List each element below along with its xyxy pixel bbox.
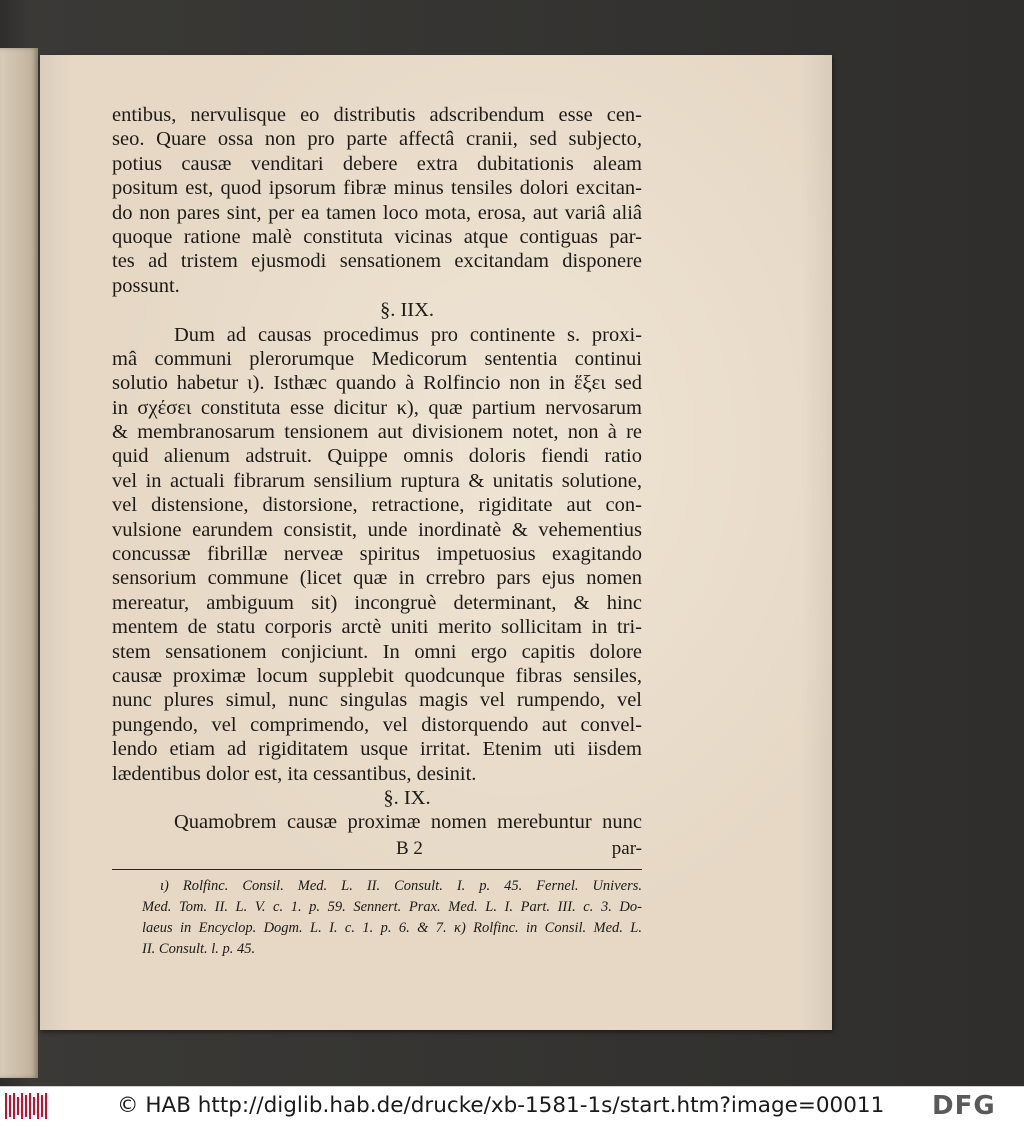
text-line: mereatur, ambiguum sit) incongruè determinant, & hinc — [112, 591, 642, 614]
text-line: solutio habetur ι). Isthæc quando à Rolfincio non in ἕξει sed — [112, 372, 642, 395]
text-line: positum est, quod ipsorum fibræ minus tensiles dolori excitan- — [112, 177, 642, 200]
text-line: mentem de statu corporis arctè uniti merito sollicitam in tri- — [112, 616, 642, 639]
previous-page-edge — [0, 48, 38, 1078]
text-line: lædentibus dolor est, ita cessantibus, desinit. — [112, 762, 477, 785]
viewer-footer — [0, 1086, 1024, 1125]
text-line: pungendo, vel comprimendo, vel distorquendo aut convel- — [112, 713, 642, 736]
text-line: quoque ratione malè constituta vicinas atque contiguas par- — [112, 225, 642, 248]
footnotes — [112, 876, 642, 960]
text-line: vel in actuali fibrarum sensilium ruptura & unitatis solutione, — [112, 469, 642, 492]
book-page — [40, 55, 832, 1030]
page-bottom-line — [112, 837, 642, 863]
text-line: Quamobrem causæ proximæ nomen merebuntur nunc — [174, 811, 642, 834]
text-line: potius causæ venditari debere extra dubitationis aleam — [112, 152, 642, 175]
catchword: par- — [611, 837, 642, 859]
text-line: concussæ fibrillæ nerveæ spiritus impetuosius exagitando — [112, 543, 642, 566]
text-line: stem sensationem conjiciunt. In omni ergo capitis dolore — [112, 640, 642, 663]
text-line: in σχέσει constituta esse dicitur κ), quæ partium nervosarum — [112, 396, 642, 419]
text-line: quid alienum adstruit. Quippe omnis doloris fiendi ratio — [112, 445, 642, 468]
footnote-rule — [112, 869, 642, 870]
text-line: seo. Quare ossa non pro parte affectâ cranii, sed subjecto, — [112, 128, 642, 151]
text-line: Dum ad causas procedimus pro continente s. proxi- — [174, 323, 642, 346]
text-line: & membranosarum tensionem aut divisionem notet, non à re — [112, 421, 642, 444]
text-line: causæ proximæ locum supplebit quodcunque fibras sensiles, — [112, 664, 642, 687]
signature-mark: B 2 — [396, 837, 423, 859]
paragraph-1 — [112, 103, 642, 298]
text-line: mâ communi plerorumque Medicorum sententia continui — [112, 347, 642, 370]
hab-logo-icon — [4, 1091, 48, 1121]
dfg-logo: DFG — [932, 1091, 996, 1121]
footnote-line: Med. Tom. II. L. V. c. 1. p. 59. Sennert. Prax. Med. L. I. Part. III. c. 3. Do- — [142, 898, 642, 915]
text-line: vulsione earundem consistit, unde inordinatè & vehementius — [112, 518, 642, 541]
text-line: tes ad tristem ejusmodi sensationem excitandam disponere — [112, 250, 642, 273]
footnote-line: ι) Rolfinc. Consil. Med. L. II. Consult. I. p. 45. Fernel. Univers. — [160, 877, 642, 894]
text-line: do non pares sint, per ea tamen loco mota, erosa, aut variâ aliâ — [112, 201, 642, 224]
section-heading-iix: §. IIX. — [379, 299, 435, 322]
text-line: nunc plures simul, nunc singulas magis vel rumpendo, vel — [112, 689, 642, 712]
text-line: possunt. — [112, 274, 180, 297]
text-line: lendo etiam ad rigiditatem usque irritat. Etenim uti iisdem — [112, 738, 642, 761]
copyright-link[interactable]: © HAB http://diglib.hab.de/drucke/xb-1581-1s/start.htm?image=00011 — [117, 1093, 885, 1118]
text-line: entibus, nervulisque eo distributis adscribendum esse cen- — [112, 104, 642, 126]
paragraph-2 — [112, 323, 642, 786]
text-line: sensorium commune (licet quæ in crrebro pars ejus nomen — [112, 567, 642, 590]
page-text — [112, 103, 642, 960]
footnote-line: laeus in Encyclop. Dogm. L. I. c. 1. p. 6. & 7. κ) Rolfinc. in Consil. Med. L. — [142, 919, 642, 936]
footnote-line: II. Consult. l. p. 45. — [142, 940, 256, 957]
section-heading-ix: §. IX. — [383, 786, 431, 809]
text-line: vel distensione, distorsione, retractione, rigiditate aut con- — [112, 494, 642, 517]
